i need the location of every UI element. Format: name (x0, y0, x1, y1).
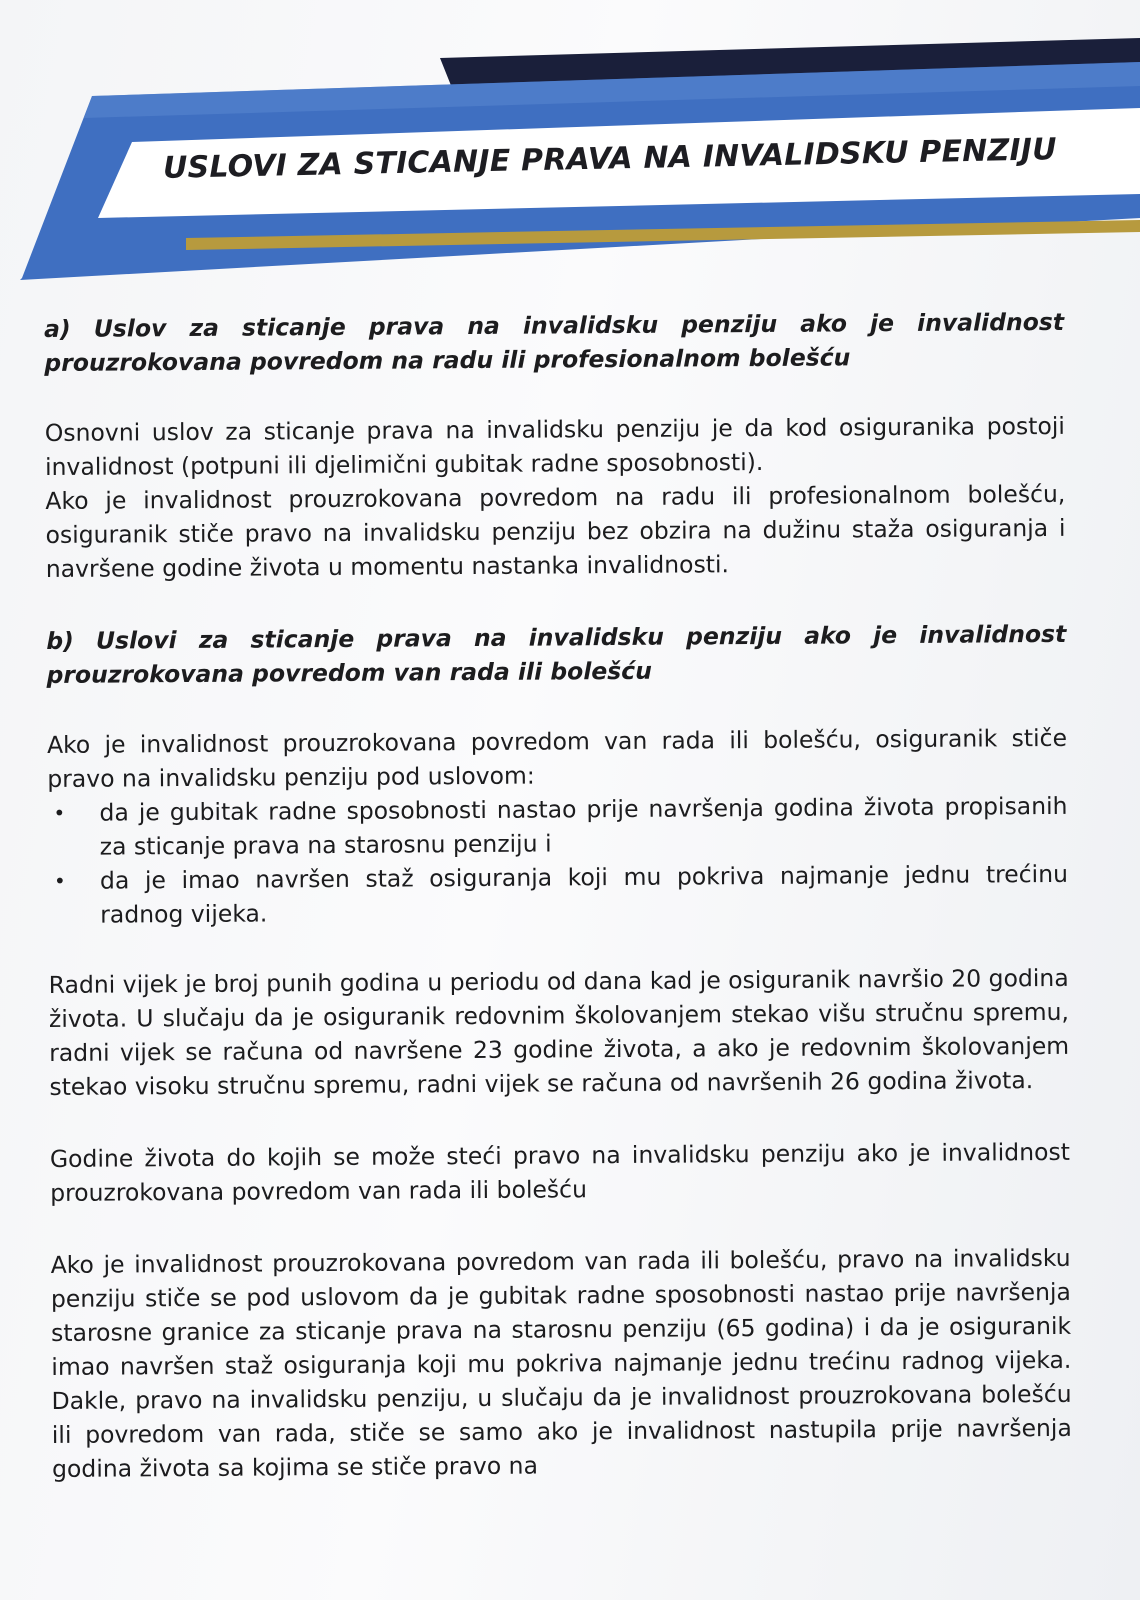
section-a-paragraph-2: Ako je invalidnost prouzrokovana povredom na radu ili profesionalnom bolešću, osiguranik stiče pravo na invalidsku penziju bez obzira na dužinu staža osiguranja i navršene godine života u momentu nastanka invalidnosti. (45, 479, 1066, 583)
section-b-lead: Ako je invalidnost prouzrokovana povredom van rada ili bolešću, osiguranik stiče pravo na invalidsku penziju pod uslovom: (46, 723, 1068, 793)
condition-item: • da je imao navršen staž osiguranja koji mu pokriva najmanje jednu trećinu radnog vijeka. (48, 857, 1068, 932)
condition-list (47, 789, 1068, 932)
condition-item: • da je gubitak radne sposobnosti nastao prije navršenja godina života propisanih za sticanje prava na starosnu penziju i (47, 789, 1067, 864)
section-b-heading: b) Uslovi za sticanje prava na invalidsku penziju ako je invalidnost prouzrokovana povredom van rada ili bolešću (46, 619, 1067, 689)
section-a-heading: a) Uslov za sticanje prava na invalidsku penziju ako je invalidnost prouzrokovana povredom na radu ili profesionalnom bolešću (44, 307, 1065, 377)
godine-zivota-paragraph: Ako je invalidnost prouzrokovana povredom van rada ili bolešću, pravo na invalidsku penziju stiče se pod uslovom da je gubitak radne sposobnosti nastao prije navršenja starosne granice za sticanje prava na starosnu penziju (65 godina) i da je osiguranik imao navršen staž osiguranja koji mu pokriva najmanje jednu trećinu radnog vijeka. Dakle, pravo na invalidsku penziju, u slučaju da je invalidnost prouzrokovana bolešću ili povredom van rada, stiče se samo ako je invalidnost nastupila prije navršenja godina života sa kojima se stiče pravo na (50, 1243, 1072, 1483)
radni-vijek-paragraph: Radni vijek je broj punih godina u periodu od dana kad je osiguranik navršio 20 godina života. U slučaju da je osiguranik redovnim školovanjem stekao višu stručnu spremu, radni vijek se računa od navršene 23 godine života, a ako je redovnim školovanjem stekao visoku stručnu spremu, radni vijek se računa od navršenih 26 godina života. (48, 963, 1070, 1101)
document-body (44, 305, 1072, 1486)
section-a-text (45, 409, 1066, 586)
page-title: USLOVI ZA STICANJE PRAVA NA INVALIDSKU PENZIJU (162, 132, 1058, 186)
godine-zivota-heading: Godine života do kojih se može steći pravo na invalidsku penziju ako je invalidnost prouzrokovana povredom van rada ili bolešću (49, 1137, 1070, 1207)
section-a-paragraph-1: Osnovni uslov za sticanje prava na invalidsku penziju je da kod osiguranika postoji invalidnost (potpuni ili djelimični gubitak radne sposobnosti). (44, 411, 1065, 481)
header-banner (0, 0, 1140, 290)
